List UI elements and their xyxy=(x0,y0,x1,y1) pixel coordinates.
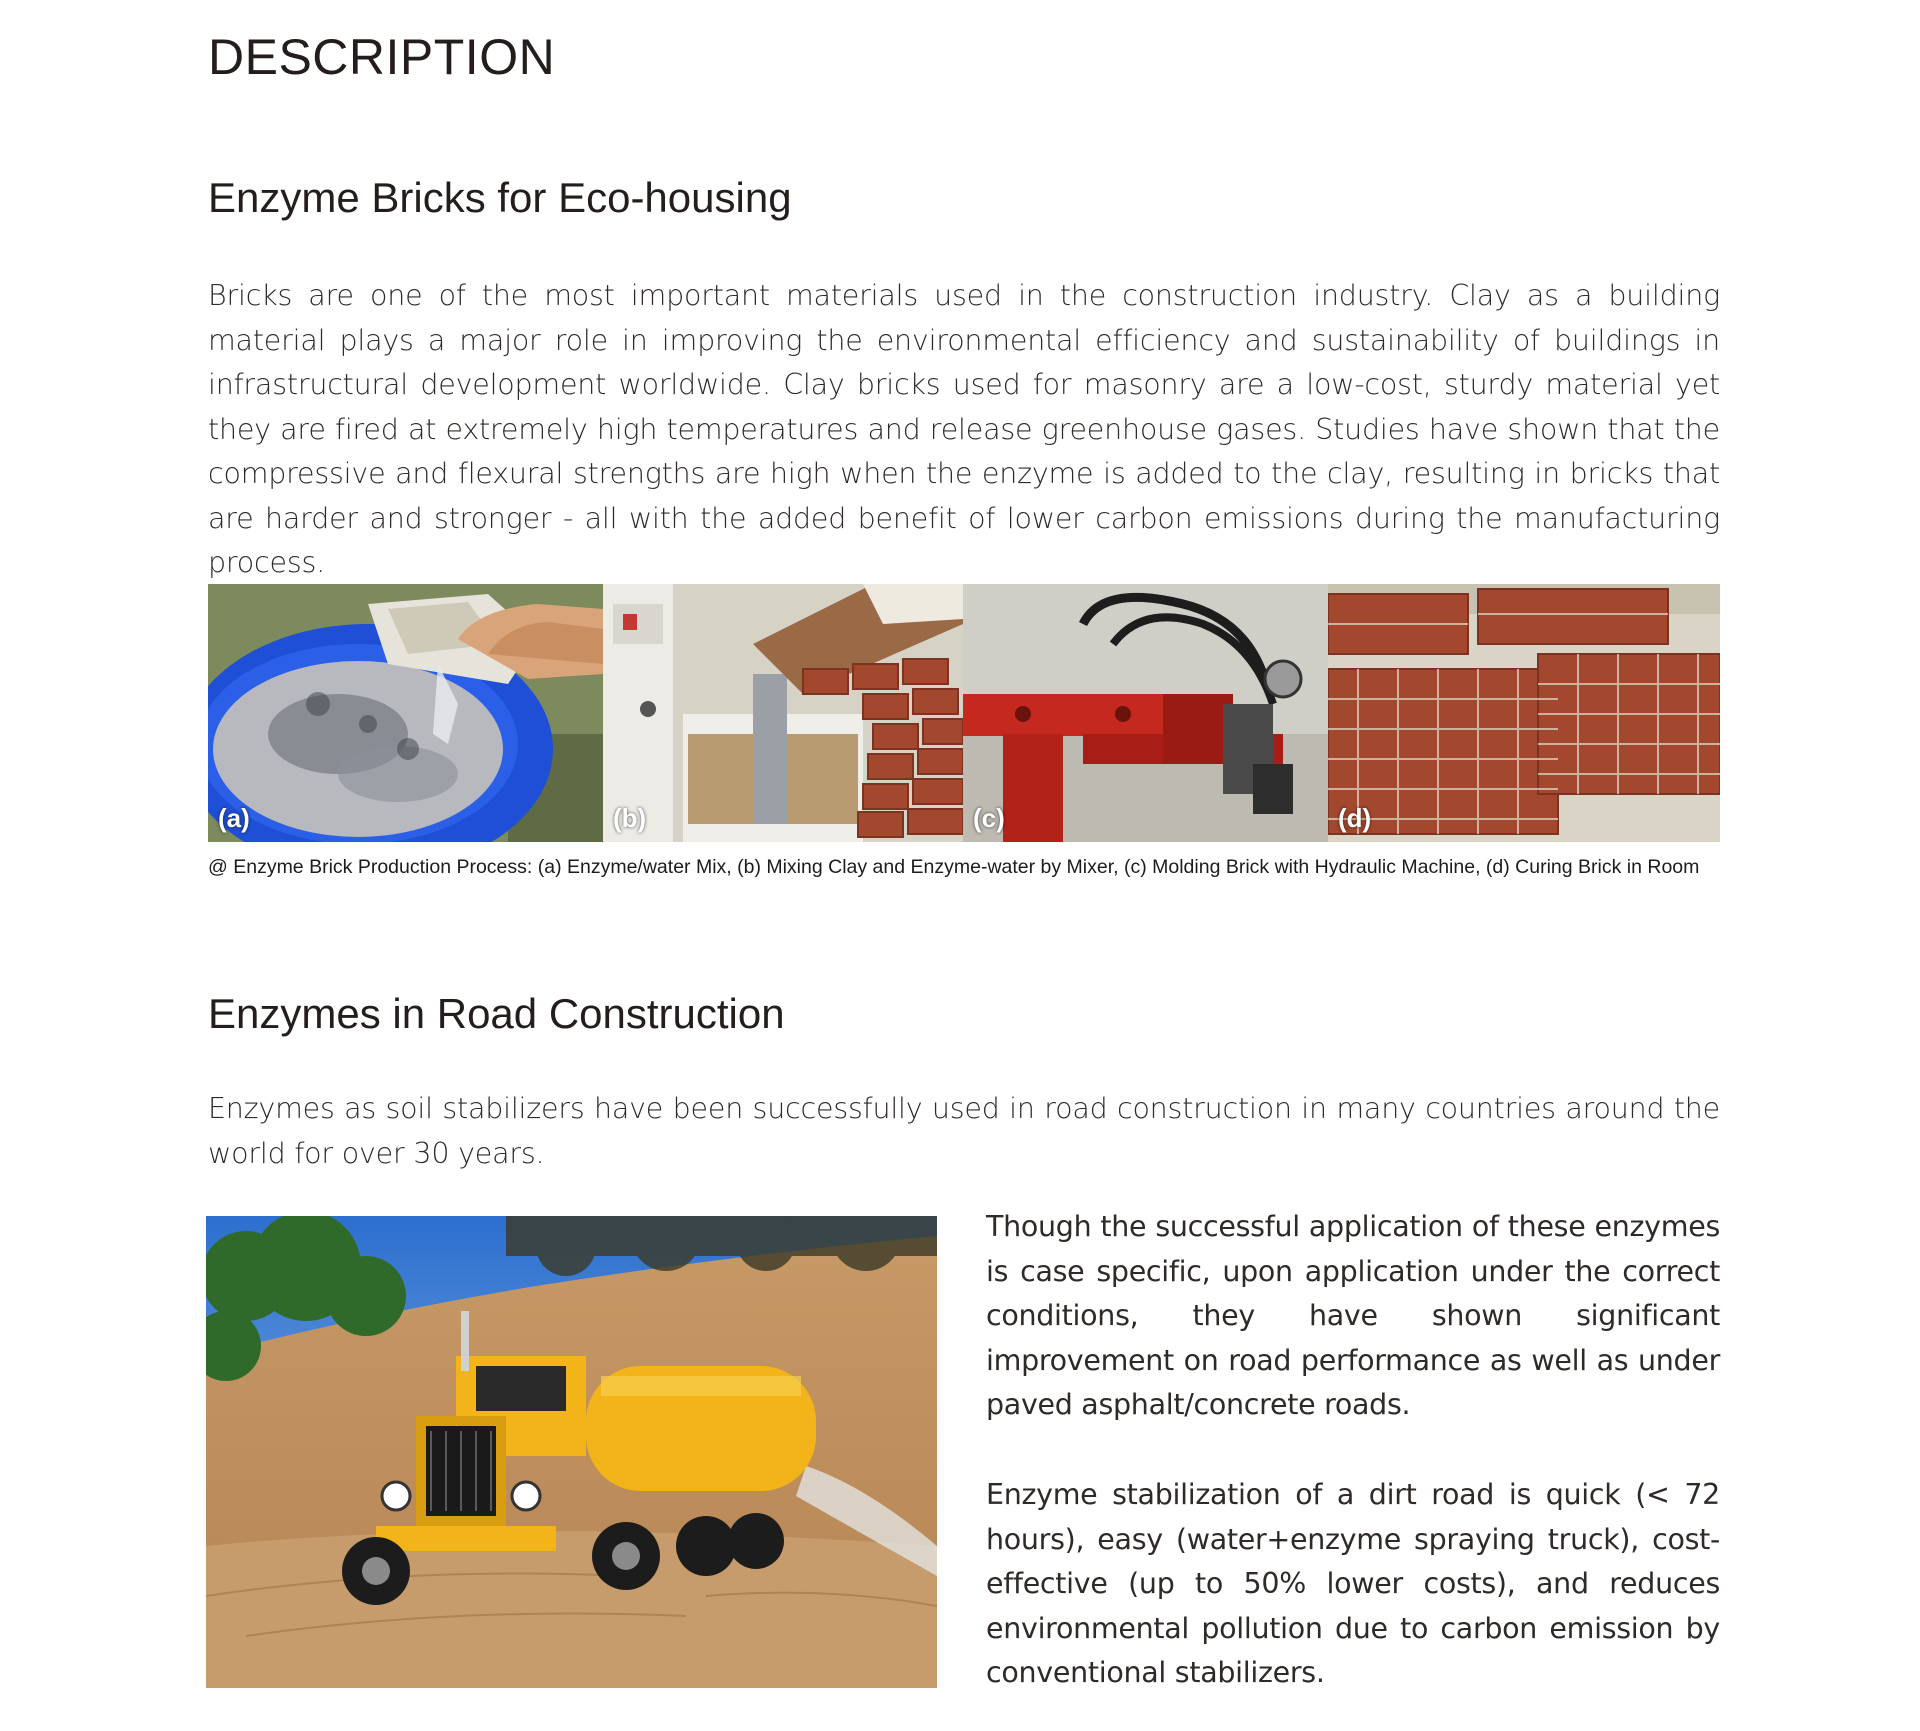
brick-production-caption: @ Enzyme Brick Production Process: (a) Enzyme/water Mix, (b) Mixing Clay and Enzyme-water by Mixer, (c) Molding Brick with Hydraulic Machine, (d) Curing Brick in Room xyxy=(208,856,1700,878)
photo-curing-bricks xyxy=(1328,584,1720,842)
brick-production-photo-strip xyxy=(208,584,1720,842)
bricks-heading: Enzyme Bricks for Eco-housing xyxy=(208,174,792,221)
photo-mixing-clay xyxy=(603,584,963,842)
road-side-paragraph-1: Though the successful application of these enzymes is case specific, upon application under the correct conditions, they have shown significant improvement on road performance as well as under paved asphalt/concrete roads. xyxy=(986,1210,1720,1421)
road-intro-paragraph: Enzymes as soil stabilizers have been successfully used in road construction in many countries around the world for over 30 years. xyxy=(208,1092,1720,1170)
road-side-paragraph-2: Enzyme stabilization of a dirt road is quick (< 72 hours), easy (water+enzyme spraying truck), cost-effective (up to 50% lower costs), and reduces environmental pollution due to carbon emission by conventional stabilizers. xyxy=(986,1478,1720,1689)
page-title: DESCRIPTION xyxy=(208,29,556,85)
bricks-paragraph: Bricks are one of the most important materials used in the construction industry. Clay as a building material plays a major role in improving the environmental efficiency and sustainability of buildings in infrastructural development worldwide. Clay bricks used for masonry are a low-cost, sturdy material yet they are fired at extremely high temperatures and release greenhouse gases. Studies have shown that the compressive and flexural strengths are high when the enzyme is added to the clay, resulting in bricks that are harder and stronger - all with the added benefit of lower carbon emissions during the manufacturing process. xyxy=(208,279,1720,579)
photo-enzyme-spraying-truck xyxy=(206,1216,937,1688)
road-heading: Enzymes in Road Construction xyxy=(208,990,785,1037)
panel-label-a: (a) xyxy=(218,803,250,833)
panel-label-d: (d) xyxy=(1338,803,1372,833)
panel-label-b: (b) xyxy=(613,803,647,833)
panel-label-c: (c) xyxy=(973,803,1005,833)
photo-hydraulic-machine xyxy=(963,584,1328,842)
photo-enzyme-water-mix xyxy=(208,584,603,842)
